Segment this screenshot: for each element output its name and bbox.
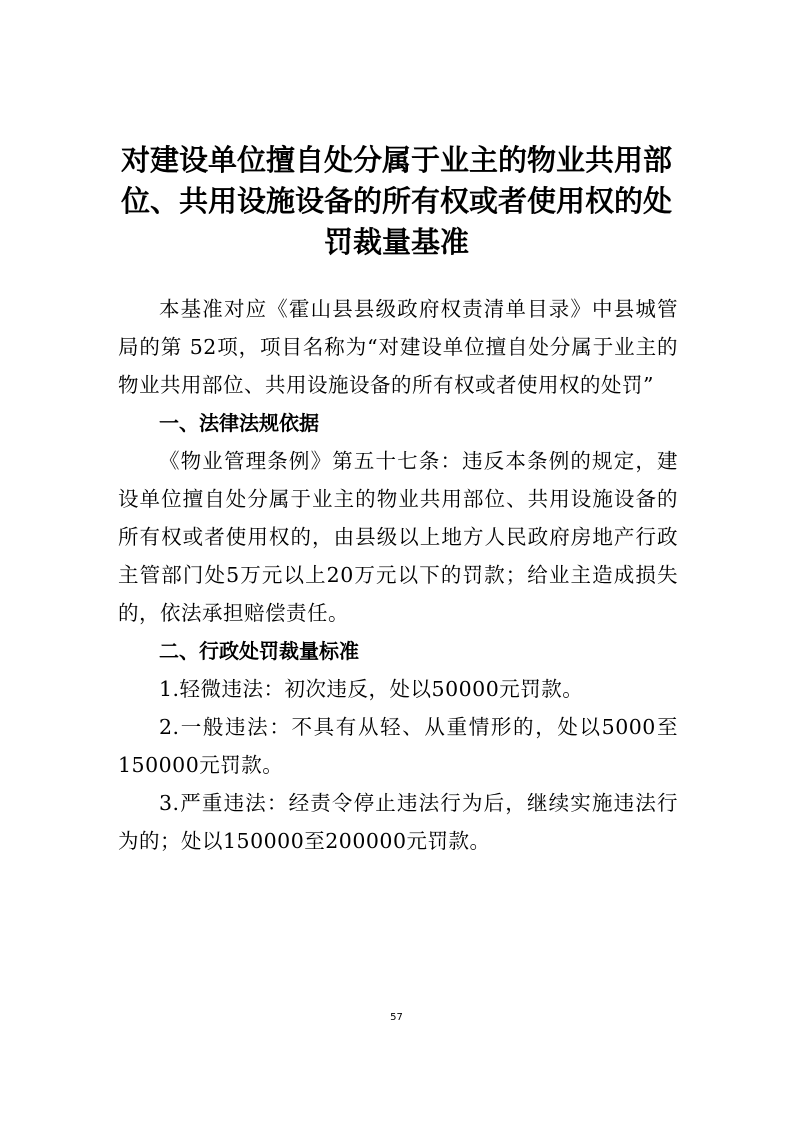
intro-paragraph: 本基准对应《霍山县县级政府权责清单目录》中县城管局的第 52项，项目名称为“对建设单位擅自处分属于业主的物业共用部位、共用设施设备的所有权或者使用权的处罚” xyxy=(118,297,678,397)
title-line-2: 位、共用设施设备的所有权或者使用权的处 xyxy=(120,184,672,218)
section-heading-legal-basis: 一、法律法规依据 xyxy=(159,411,319,435)
document-title xyxy=(100,140,693,263)
title-line-1: 对建设单位擅自处分属于业主的物业共用部 xyxy=(120,143,672,177)
penalty-item-serious: 3.严重违法：经责令停止违法行为后，继续实施违法行为的；处以150000至200000元罚款。 xyxy=(118,791,678,853)
legal-basis-paragraph: 《物业管理条例》第五十七条：违反本条例的规定，建设单位擅自处分属于业主的物业共用部位、共用设施设备的所有权或者使用权的，由县级以上地方人民政府房地产行政主管部门处5万元以上20万元以下的罚款；给业主造成损失的，依法承担赔偿责任。 xyxy=(118,449,678,625)
section-heading-penalty-standards: 二、行政处罚裁量标准 xyxy=(159,639,359,663)
title-line-3: 罚裁量基准 xyxy=(323,225,469,259)
document-body xyxy=(118,290,678,860)
penalty-item-minor: 1.轻微违法：初次违反，处以50000元罚款。 xyxy=(159,677,584,701)
page-number: 57 xyxy=(390,1012,403,1023)
penalty-item-general: 2.一般违法：不具有从轻、从重情形的，处以5000至150000元罚款。 xyxy=(118,715,678,777)
